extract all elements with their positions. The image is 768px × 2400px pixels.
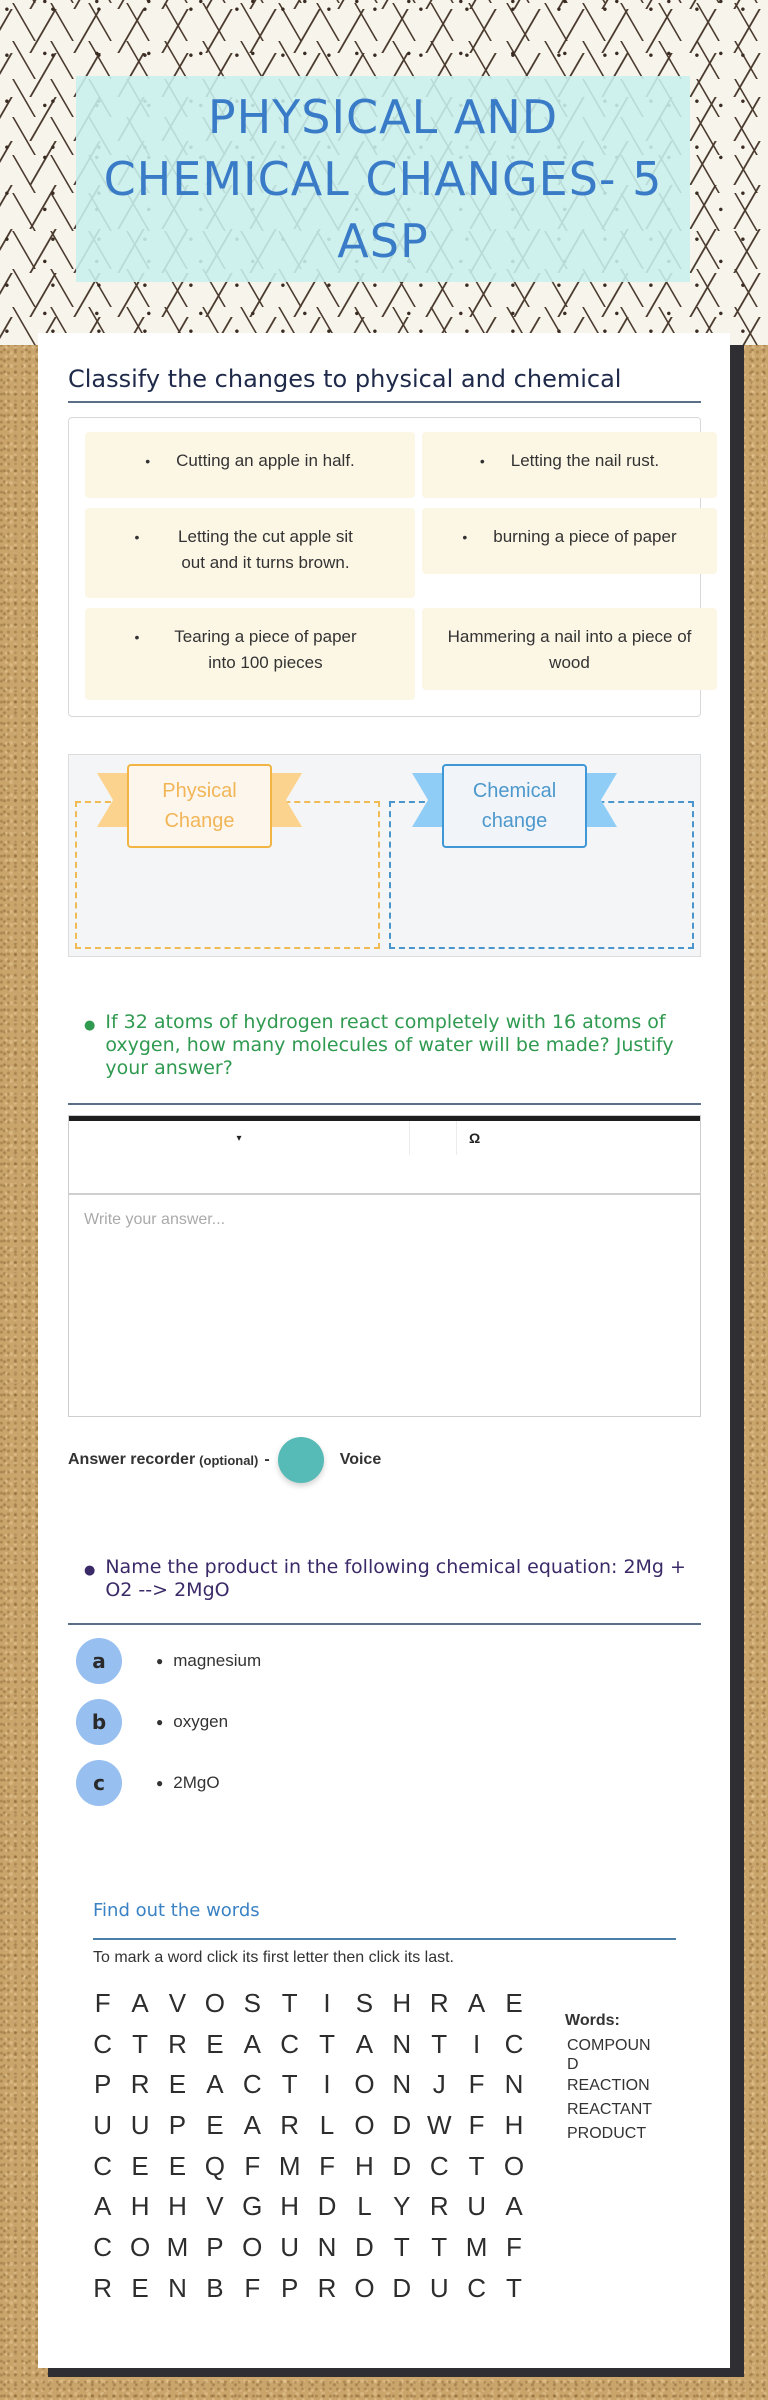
draggable-item[interactable]: • Tearing a piece of paper into 100 pieces: [85, 608, 415, 700]
wordsearch-letter[interactable]: T: [393, 2231, 410, 2262]
draggable-item[interactable]: Hammering a nail into a piece of wood: [422, 608, 717, 690]
wordsearch-letter[interactable]: D: [392, 2109, 412, 2140]
wordsearch-letter[interactable]: E: [168, 2069, 187, 2100]
wordsearch-letter[interactable]: T: [132, 2028, 149, 2059]
wordsearch-letter[interactable]: D: [317, 2191, 337, 2222]
wordsearch-letter[interactable]: R: [429, 1987, 449, 2018]
wordsearch-letter[interactable]: R: [280, 2109, 300, 2140]
wordsearch-letter[interactable]: D: [355, 2231, 374, 2262]
wordsearch-letter[interactable]: O: [129, 2231, 151, 2262]
wordsearch-letter[interactable]: M: [278, 2150, 301, 2181]
wordsearch-letter[interactable]: U: [93, 2109, 113, 2140]
divider: [68, 1103, 701, 1105]
wordsearch-grid: [84, 1983, 533, 2309]
wordsearch-word-list: [565, 2009, 675, 2146]
wordsearch-title: Find out the words: [93, 1900, 260, 1921]
wordsearch-letter[interactable]: O: [354, 2272, 375, 2303]
word-list-item: REACTANT: [567, 2101, 653, 2118]
wordsearch-letter[interactable]: F: [319, 2150, 335, 2181]
wordsearch-letter[interactable]: L: [357, 2191, 372, 2222]
wordsearch-letter[interactable]: E: [131, 2150, 149, 2181]
wordsearch-letter[interactable]: O: [503, 2150, 525, 2181]
classify-title: Classify the changes to physical and chemical: [68, 355, 701, 403]
option-letter-badge: c: [76, 1760, 122, 1806]
wordsearch-letter[interactable]: F: [244, 2150, 261, 2181]
wordsearch-letter[interactable]: P: [94, 2069, 112, 2100]
answer-recorder: Answer recorder (optional) - Voice: [68, 1435, 701, 1485]
omega-icon: Ω: [469, 1130, 481, 1146]
question-2-text: Name the product in the following chemical equation: 2Mg + O2 --> 2MgO: [105, 1556, 686, 1601]
wordsearch-letter[interactable]: N: [504, 2069, 524, 2100]
wordsearch-letter[interactable]: F: [506, 2231, 522, 2262]
wordsearch-letter[interactable]: N: [392, 2069, 412, 2100]
question-2: [68, 1556, 701, 1616]
wordsearch-letter[interactable]: M: [166, 2231, 189, 2262]
answer-option-c[interactable]: c ● 2MgO: [76, 1760, 220, 1806]
wordsearch-letter[interactable]: A: [355, 2028, 374, 2059]
toolbar-separator: [409, 1121, 410, 1155]
option-letter-badge: b: [76, 1699, 122, 1745]
wordsearch-letter[interactable]: O: [354, 2109, 375, 2140]
wordsearch-letter[interactable]: P: [280, 2272, 299, 2303]
wordsearch-letter[interactable]: A: [94, 2191, 112, 2222]
wordsearch-letter[interactable]: O: [242, 2231, 263, 2262]
format-dropdown[interactable]: [69, 1121, 409, 1155]
record-voice-button[interactable]: [278, 1437, 324, 1483]
wordsearch-letter[interactable]: R: [429, 2191, 449, 2222]
wordsearch-letter[interactable]: N: [168, 2272, 187, 2303]
answer-editor: [68, 1115, 701, 1417]
answer-textarea[interactable]: [69, 1195, 700, 1416]
wordsearch-letter[interactable]: V: [168, 1987, 187, 2018]
draggable-item[interactable]: • Letting the cut apple sit out and it turns brown.: [85, 508, 415, 598]
bullet-icon: ●: [84, 1018, 96, 1033]
classification-zones: [68, 754, 701, 957]
bullet-icon: ●: [156, 1654, 164, 1668]
wordsearch-letter[interactable]: E: [131, 2272, 149, 2303]
wordsearch-letter[interactable]: T: [431, 2231, 448, 2262]
wordsearch-letter[interactable]: W: [426, 2109, 452, 2140]
word-list-item: PRODUCT: [567, 2125, 647, 2142]
question-1-text: If 32 atoms of hydrogen react completely with 16 atoms of oxygen, how many molecules of water will be made? Justify your answer?: [105, 1011, 674, 1079]
wordsearch-letter[interactable]: C: [93, 2028, 113, 2059]
wordsearch-letter[interactable]: U: [280, 2231, 300, 2262]
wordsearch-letter[interactable]: D: [392, 2272, 412, 2303]
wordsearch-letter[interactable]: F: [468, 2069, 485, 2100]
wordsearch-letter[interactable]: L: [319, 2109, 335, 2140]
wordsearch-letter[interactable]: F: [468, 2109, 485, 2140]
wordsearch-letter[interactable]: C: [242, 2069, 262, 2100]
recorder-label: Answer recorder: [68, 1451, 196, 1468]
wordsearch-letter[interactable]: Q: [204, 2150, 225, 2181]
wordsearch-letter[interactable]: T: [281, 1987, 298, 2018]
wordsearch-letter[interactable]: E: [505, 1987, 523, 2018]
wordsearch-letter[interactable]: Y: [393, 2191, 411, 2222]
wordsearch-letter[interactable]: R: [130, 2069, 150, 2100]
wordsearch-letter[interactable]: M: [465, 2231, 488, 2262]
draggable-item[interactable]: • burning a piece of paper: [422, 508, 717, 574]
wordsearch-letter[interactable]: D: [392, 2150, 412, 2181]
wordsearch-letter[interactable]: H: [130, 2191, 150, 2222]
wordsearch-letter[interactable]: E: [206, 2109, 224, 2140]
recorder-mode-label: Voice: [339, 1451, 382, 1468]
wordsearch-letter[interactable]: A: [505, 2191, 523, 2222]
special-character-button[interactable]: [469, 1121, 499, 1155]
bullet-icon: •: [134, 529, 140, 545]
bullet-icon: ●: [156, 1776, 164, 1790]
wordsearch-letter[interactable]: U: [429, 2272, 449, 2303]
wordsearch-letter[interactable]: E: [206, 2028, 224, 2059]
answer-option-a[interactable]: a ● magnesium: [76, 1638, 261, 1684]
wordsearch-letter[interactable]: O: [204, 1987, 225, 2018]
wordsearch-letter[interactable]: H: [355, 2150, 374, 2181]
question-1: [68, 1011, 701, 1081]
draggable-item[interactable]: • Letting the nail rust.: [422, 432, 717, 498]
bullet-icon: ●: [84, 1563, 96, 1578]
physical-change-ribbon: [97, 773, 302, 832]
wordsearch-letter[interactable]: A: [243, 2109, 261, 2140]
wordsearch-letter[interactable]: G: [242, 2191, 263, 2222]
title-box: [76, 76, 690, 282]
wordsearch-letter[interactable]: S: [243, 1987, 261, 2018]
wordsearch-letter[interactable]: S: [355, 1987, 374, 2018]
page-title: PHYSICAL AND CHEMICAL CHANGES- 5 ASP: [103, 90, 663, 268]
wordsearch-letter[interactable]: U: [130, 2109, 150, 2140]
wordsearch-letter[interactable]: E: [168, 2150, 187, 2181]
wordsearch-letter[interactable]: C: [429, 2150, 449, 2181]
wordsearch-letter[interactable]: I: [323, 2069, 331, 2100]
wordsearch-letter[interactable]: B: [206, 2272, 224, 2303]
wordsearch-letter[interactable]: U: [467, 2191, 486, 2222]
words-heading: Words:: [565, 2012, 620, 2029]
chemical-change-ribbon: [412, 773, 617, 832]
wordsearch-letter[interactable]: C: [467, 2272, 486, 2303]
wordsearch-letter[interactable]: T: [431, 2028, 448, 2059]
wordsearch-letter[interactable]: F: [244, 2272, 261, 2303]
word-list-item: COMPOUND: [567, 2037, 651, 2073]
wordsearch-letter[interactable]: O: [354, 2069, 375, 2100]
physical-change-label: Physical Change: [127, 764, 272, 848]
header-banner: [0, 0, 768, 345]
wordsearch-letter[interactable]: R: [93, 2272, 113, 2303]
bullet-icon: •: [134, 629, 140, 645]
wordsearch-letter[interactable]: J: [432, 2069, 446, 2100]
wordsearch-letter[interactable]: T: [506, 2272, 522, 2303]
wordsearch-letter[interactable]: A: [243, 2028, 261, 2059]
wordsearch-letter[interactable]: R: [317, 2272, 337, 2303]
wordsearch-letter[interactable]: H: [504, 2109, 524, 2140]
wordsearch-letter[interactable]: H: [168, 2191, 187, 2222]
answer-option-b[interactable]: b ● oxygen: [76, 1699, 228, 1745]
chemical-change-label: Chemical change: [442, 764, 587, 848]
wordsearch-letter[interactable]: C: [93, 2150, 113, 2181]
editor-toolbar: [69, 1116, 700, 1195]
bullet-icon: ●: [156, 1715, 164, 1729]
wordsearch-letter[interactable]: I: [323, 1987, 331, 2018]
worksheet-card: [38, 333, 730, 2368]
wordsearch-letter[interactable]: A: [467, 1987, 486, 2018]
wordsearch-letter[interactable]: V: [206, 2191, 224, 2222]
wordsearch-letter[interactable]: A: [131, 1987, 149, 2018]
wordsearch-letter[interactable]: C: [280, 2028, 300, 2059]
bullet-icon: •: [145, 453, 151, 469]
wordsearch-letter[interactable]: N: [317, 2231, 337, 2262]
draggable-item[interactable]: • Cutting an apple in half.: [85, 432, 415, 498]
divider: [93, 1938, 676, 1940]
wordsearch-letter[interactable]: I: [472, 2028, 481, 2059]
bullet-icon: •: [462, 529, 468, 545]
wordsearch-letter[interactable]: R: [168, 2028, 187, 2059]
wordsearch-letter[interactable]: H: [280, 2191, 300, 2222]
wordsearch-letter[interactable]: N: [392, 2028, 412, 2059]
wordsearch-letter[interactable]: T: [468, 2150, 485, 2181]
wordsearch-letter[interactable]: C: [93, 2231, 113, 2262]
draggable-items-pool: [68, 417, 701, 717]
wordsearch-letter[interactable]: A: [206, 2069, 224, 2100]
wordsearch-letter[interactable]: P: [168, 2109, 187, 2140]
wordsearch-letter[interactable]: C: [504, 2028, 524, 2059]
wordsearch-instructions: To mark a word click its first letter then click its last.: [93, 1949, 454, 1966]
divider: [68, 1623, 701, 1625]
wordsearch-letter[interactable]: H: [392, 1987, 412, 2018]
wordsearch-letter[interactable]: T: [319, 2028, 335, 2059]
word-list-item: REACTION: [567, 2077, 650, 2094]
recorder-optional-label: (optional): [199, 1452, 259, 1468]
bullet-icon: •: [479, 453, 485, 469]
wordsearch-letter[interactable]: T: [281, 2069, 298, 2100]
wordsearch-letter[interactable]: P: [206, 2231, 224, 2262]
chevron-down-icon: ▾: [236, 1132, 242, 1144]
option-letter-badge: a: [76, 1638, 122, 1684]
wordsearch-letter[interactable]: F: [94, 1987, 111, 2018]
toolbar-separator: [456, 1121, 457, 1155]
